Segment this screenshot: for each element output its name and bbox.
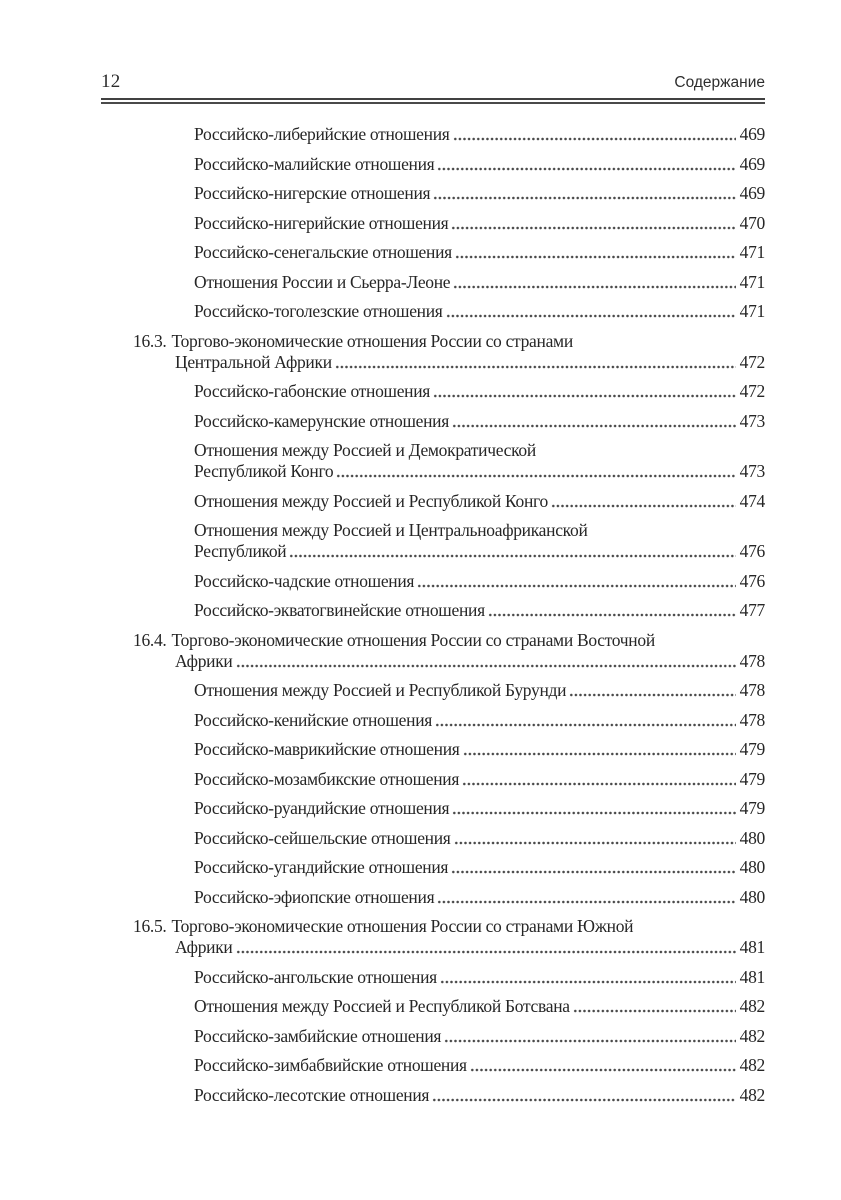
toc-line — [101, 213, 765, 234]
toc-line — [101, 1085, 765, 1106]
entry-title: Отношения между Россией и Республикой Ботсвана — [194, 996, 570, 1016]
page-ref: 482 — [739, 996, 765, 1016]
dot-leader — [454, 840, 736, 846]
dot-leader — [453, 284, 735, 290]
running-title: Содержание — [674, 74, 765, 91]
entry-title: Российско-маврикийские отношения — [194, 739, 460, 759]
toc-sub-entry — [101, 491, 765, 512]
entry-title: Торгово-экономические отношения России со странами Южной — [171, 916, 634, 936]
dot-leader — [444, 1038, 735, 1044]
page-ref: 473 — [739, 410, 765, 431]
entry-title: Отношения между Россией и Республикой Конго — [194, 490, 548, 511]
entry-title: Отношения между Россией и Демократической — [194, 440, 536, 460]
toc-sub-entry — [101, 710, 765, 731]
page-ref: 481 — [739, 937, 765, 957]
toc-line — [101, 183, 765, 204]
entry-title: Российско-зимбабвийские отношения — [194, 1055, 467, 1075]
toc-line — [101, 769, 765, 790]
dot-leader — [437, 899, 735, 905]
toc-line — [101, 739, 765, 760]
section-number: 16.3. — [133, 330, 167, 351]
toc-line — [101, 828, 765, 849]
toc-list — [101, 124, 765, 1114]
toc-sub-entry — [101, 1085, 765, 1106]
page-ref: 481 — [739, 966, 765, 987]
page-ref: 479 — [739, 798, 765, 818]
toc-line — [101, 491, 765, 512]
page-ref: 469 — [739, 183, 765, 203]
dot-leader — [335, 364, 736, 370]
toc-sub-entry — [101, 520, 765, 562]
dot-leader — [488, 612, 736, 618]
section-number: 16.4. — [133, 629, 167, 650]
dot-leader — [551, 503, 736, 509]
toc-sub-entry — [101, 967, 765, 988]
toc-line — [101, 1055, 765, 1076]
toc-line — [101, 331, 765, 352]
toc-line — [101, 798, 765, 819]
page-ref: 480 — [739, 857, 765, 877]
toc-sub-entry — [101, 739, 765, 760]
toc-line — [101, 541, 765, 562]
page-ref: 482 — [739, 1055, 765, 1075]
dot-leader — [336, 473, 735, 479]
page-ref: 473 — [739, 461, 765, 481]
page-ref: 479 — [739, 739, 765, 759]
dot-leader — [451, 869, 735, 875]
page-ref: 476 — [739, 570, 765, 591]
page-ref: 469 — [739, 153, 765, 174]
toc-sub-entry — [101, 798, 765, 819]
toc-sub-entry — [101, 411, 765, 432]
entry-title: Торгово-экономические отношения России со странами Восточной — [171, 629, 655, 650]
toc-line — [101, 996, 765, 1017]
toc-line — [101, 571, 765, 592]
entry-title: Отношения России и Сьерра-Леоне — [194, 271, 451, 292]
dot-leader — [440, 979, 736, 985]
dot-leader — [446, 313, 736, 319]
entry-title: Российско-сенегальские отношения — [194, 242, 452, 262]
toc-line — [101, 272, 765, 293]
entry-title: Российско-замбийские отношения — [194, 1025, 442, 1046]
entry-title: Российско-нигерийские отношения — [194, 212, 449, 233]
dot-leader — [451, 225, 735, 231]
page-ref: 471 — [739, 301, 765, 321]
entry-title: Российско-лесотские отношения — [194, 1084, 430, 1105]
dot-leader — [455, 254, 736, 260]
dot-leader — [236, 949, 736, 955]
toc-line — [101, 242, 765, 263]
dot-leader — [433, 393, 736, 399]
entry-title: Республикой — [194, 541, 287, 561]
toc-sub-entry — [101, 600, 765, 621]
entry-title: Российско-эфиопские отношения — [194, 886, 435, 907]
entry-title: Российско-габонские отношения — [194, 381, 431, 401]
page-ref: 474 — [739, 490, 765, 511]
toc-sub-entry — [101, 1055, 765, 1076]
toc-sub-entry — [101, 857, 765, 878]
dot-leader — [236, 663, 736, 669]
entry-title: Российско-ангольские отношения — [194, 966, 437, 987]
toc-line — [101, 857, 765, 878]
toc-line — [101, 301, 765, 322]
dot-leader — [569, 692, 735, 698]
toc-line — [101, 1026, 765, 1047]
dot-leader — [453, 136, 736, 142]
toc-sub-entry — [101, 887, 765, 908]
entry-title: Российско-малийские отношения — [194, 153, 435, 174]
toc-line — [101, 967, 765, 988]
dot-leader — [470, 1067, 736, 1073]
toc-sub-entry — [101, 301, 765, 322]
entry-title: Республикой Конго — [194, 461, 334, 481]
entry-title: Российско-руандийские отношения — [194, 798, 450, 818]
toc-line — [101, 937, 765, 958]
entry-title: Российско-угандийские отношения — [194, 857, 449, 877]
page-ref: 472 — [739, 381, 765, 401]
toc-line — [101, 887, 765, 908]
entry-title: Африки — [175, 937, 233, 957]
dot-leader — [437, 166, 735, 172]
entry-title: Российско-тоголезские отношения — [194, 301, 443, 321]
page-ref: 471 — [739, 242, 765, 262]
dot-leader — [452, 423, 736, 429]
entry-title: Российско-либерийские отношения — [194, 124, 450, 144]
dot-leader — [452, 810, 735, 816]
page-ref: 470 — [739, 212, 765, 233]
toc-sub-entry — [101, 124, 765, 145]
page-number: 12 — [101, 71, 121, 92]
dot-leader — [433, 195, 735, 201]
toc-sub-entry — [101, 828, 765, 849]
page-ref: 471 — [739, 271, 765, 292]
toc-sub-entry — [101, 154, 765, 175]
toc-sub-entry — [101, 571, 765, 592]
page-ref: 480 — [739, 886, 765, 907]
page-ref: 482 — [739, 1025, 765, 1046]
page-ref: 480 — [739, 827, 765, 848]
toc-line — [101, 630, 765, 651]
dot-leader — [462, 781, 736, 787]
toc-line — [101, 520, 765, 541]
toc-sub-entry — [101, 242, 765, 263]
dot-leader — [463, 751, 736, 757]
toc-section-entry — [101, 331, 765, 373]
toc-sub-entry — [101, 440, 765, 482]
dot-leader — [417, 583, 735, 589]
entry-title: Отношения между Россией и Республикой Бурунди — [194, 680, 567, 700]
toc-sub-entry — [101, 272, 765, 293]
page-ref: 476 — [739, 541, 765, 561]
toc-line — [101, 916, 765, 937]
dot-leader — [289, 553, 735, 559]
page-ref: 478 — [739, 709, 765, 730]
entry-title: Российско-экватогвинейские отношения — [194, 600, 485, 620]
toc-line — [101, 651, 765, 672]
dot-leader — [573, 1008, 736, 1014]
toc-sub-entry — [101, 680, 765, 701]
toc-line — [101, 680, 765, 701]
toc-sub-entry — [101, 996, 765, 1017]
page-ref: 477 — [739, 600, 765, 620]
page-ref: 482 — [739, 1084, 765, 1105]
toc-line — [101, 411, 765, 432]
page-ref: 472 — [739, 351, 765, 372]
page-ref: 469 — [739, 124, 765, 144]
toc-section-entry — [101, 630, 765, 672]
header-double-rule — [101, 98, 765, 104]
toc-line — [101, 154, 765, 175]
entry-title: Российско-мозамбикские отношения — [194, 768, 460, 789]
dot-leader — [432, 1097, 735, 1103]
toc-line — [101, 710, 765, 731]
page-ref: 478 — [739, 680, 765, 700]
running-header — [101, 70, 765, 94]
toc-line — [101, 352, 765, 373]
toc-sub-entry — [101, 1026, 765, 1047]
page-ref: 478 — [739, 650, 765, 671]
entry-title: Отношения между Россией и Центральноафриканской — [194, 520, 588, 540]
page-ref: 479 — [739, 768, 765, 789]
toc-line — [101, 600, 765, 621]
section-number: 16.5. — [133, 916, 167, 936]
toc-line — [101, 440, 765, 461]
toc-line — [101, 461, 765, 482]
entry-title: Российско-камерунские отношения — [194, 410, 449, 431]
entry-title: Центральной Африки — [175, 351, 332, 372]
toc-line — [101, 381, 765, 402]
entry-title: Торгово-экономические отношения России со странами — [171, 330, 573, 351]
toc-section-entry — [101, 916, 765, 958]
entry-title: Российско-кенийские отношения — [194, 709, 433, 730]
toc-sub-entry — [101, 213, 765, 234]
toc-line — [101, 124, 765, 145]
toc-sub-entry — [101, 769, 765, 790]
dot-leader — [435, 722, 736, 728]
entry-title: Российско-сейшельские отношения — [194, 827, 451, 848]
toc-sub-entry — [101, 183, 765, 204]
toc-sub-entry — [101, 381, 765, 402]
entry-title: Российско-нигерские отношения — [194, 183, 431, 203]
entry-title: Российско-чадские отношения — [194, 570, 415, 591]
entry-title: Африки — [175, 650, 233, 671]
